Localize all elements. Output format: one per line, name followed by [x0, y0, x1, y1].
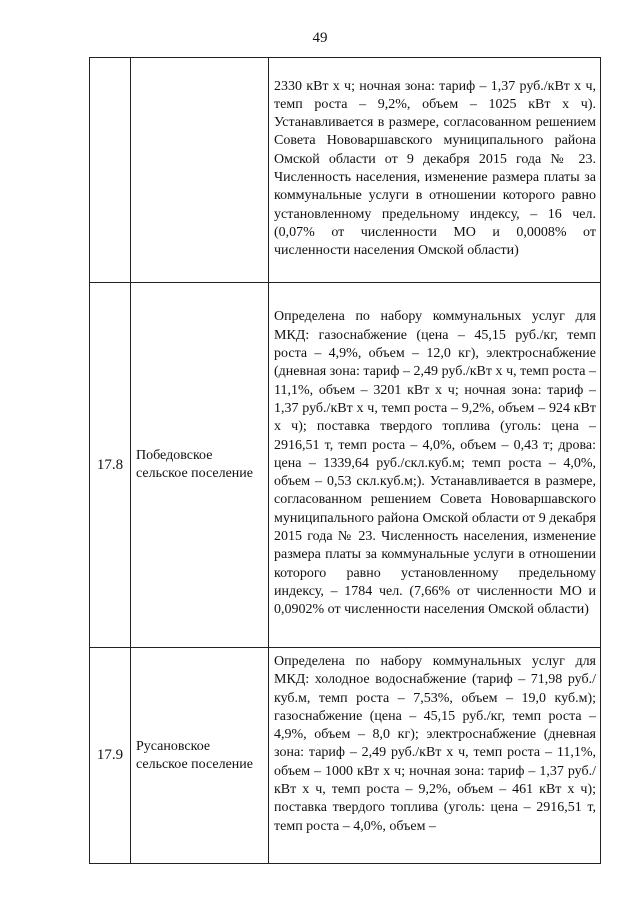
page-number: 49	[312, 30, 328, 46]
settlement-name	[131, 58, 269, 283]
table-row	[90, 648, 601, 864]
table-row	[90, 58, 601, 283]
description-text: 2330 кВт х ч; ночная зона: тариф – 1,37 руб./кВт х ч, темп роста – 9,2%, объем – 1025 кВт х ч). Устанавливается в размере, согласованном решением Совета Нововаршавского муниципального района Омской области от 9 декабря 2015 года № 23. Численность населения, изменение размера платы за коммунальные услуги в отношении которого равно установленному предельному индексу, – 16 чел. (0,07% от численности МО и 0,0008% от численности населения Омской области)	[274, 78, 596, 259]
description-text: Определена по набору коммунальных услуг для МКД: газоснабжение (цена – 45,15 руб./кг, темп роста – 4,9%, объем – 12,0 кг), электроснабжение (дневная зона: тариф – 2,49 руб./кВт х ч, темп роста – 11,1%, объем – 3201 кВт х ч; ночная зона: тариф – 1,37 руб./кВт х ч, темп роста – 9,2%, объем – 924 кВт х ч); поставка твердого топлива (уголь: цена – 2916,51 т, темп роста – 4,0%, объем – 0,43 т; дрова: цена – 1339,64 руб./скл.куб.м; темп роста – 4,0%, объем – 0,53 скл.куб.м;). Устанавливается в размере, согласованном решением Совета Нововаршавского муниципального района Омской области от 9 декабря 2015 года № 23. Численность населения, изменение размера платы за коммунальные услуги в отношении которого равно установленному предельному индексу, – 1784 чел. (7,66% от численности МО и 0,0902% от численности населения Омской области)	[274, 309, 596, 618]
row-description	[269, 283, 601, 648]
settlement-name: Победовское сельское поселение	[131, 283, 269, 648]
table-row	[90, 283, 601, 648]
row-number: 17.9	[90, 648, 131, 864]
settlement-name: Русановское сельское поселение	[131, 648, 269, 864]
row-number: 17.8	[90, 283, 131, 648]
tariff-table	[89, 57, 601, 864]
row-description	[269, 648, 601, 864]
row-number	[90, 58, 131, 283]
row-description	[269, 58, 601, 283]
description-text: Определена по набору коммунальных услуг для МКД: холодное водоснабжение (тариф – 71,98 руб./куб.м, темп роста – 7,53%, объем – 19,0 куб.м); газоснабжение (цена – 45,15 руб./кг, темп роста – 4,9%, объем – 8,0 кг); электроснабжение (дневная зона: тариф – 2,49 руб./кВт х ч, темп роста – 11,1%, объем – 1000 кВт х ч; ночная зона: тариф – 1,37 руб./кВт х ч, темп роста – 9,2%, объем – 461 кВт х ч); поставка твердого топлива (уголь: цена – 2916,51 т, темп роста – 4,0%, объем –	[274, 654, 596, 834]
